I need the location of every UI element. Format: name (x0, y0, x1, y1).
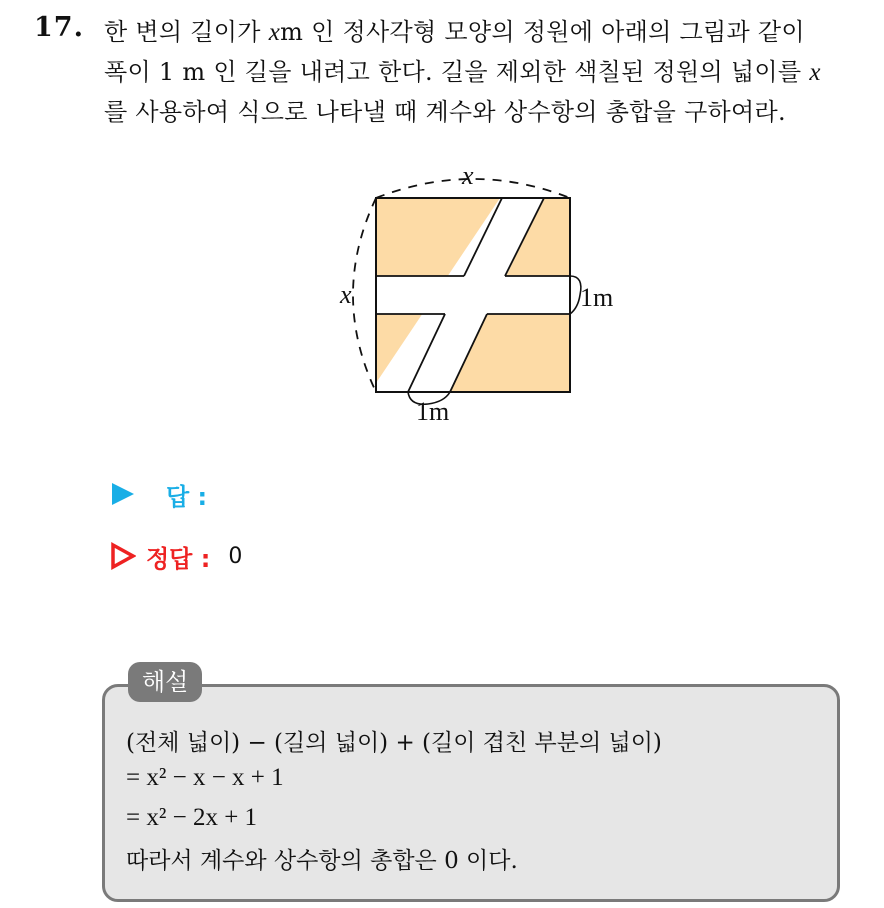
right-label: 1m (580, 283, 614, 312)
correct-answer-row (110, 538, 242, 574)
play-triangle-icon (110, 481, 136, 507)
bottom-label: 1m (416, 397, 450, 426)
top-label: x (462, 161, 474, 190)
correct-answer-value: 0 (228, 543, 243, 569)
solution-tag: 해설 (128, 662, 202, 702)
variable-x: x (809, 59, 821, 86)
solution-line-4: 따라서 계수와 상수항의 총합은 0 이다. (126, 848, 518, 874)
garden-diagram (330, 160, 650, 430)
answer-row (110, 476, 225, 512)
answer-label: 답 : (166, 482, 208, 511)
question-number: 17. (34, 12, 84, 43)
question-line-1 (104, 12, 805, 47)
solution-line-1: (전체 넓이) − (길의 넓이) + (길이 겹친 부분의 넓이) (126, 730, 662, 756)
outline-triangle-icon (110, 542, 136, 570)
question-line-2 (104, 52, 821, 87)
solution-line-3: = x² − 2x + 1 (126, 804, 258, 831)
solution-line-2: = x² − x − x + 1 (126, 764, 284, 791)
variable-x: x (268, 19, 281, 46)
left-dimension-arc (353, 198, 376, 392)
question-line-1-end: m 인 정사각형 모양의 정원에 아래의 그림과 같이 (280, 18, 805, 46)
garden-figure (330, 160, 650, 430)
question-line-2-text: 폭이 1 m 인 길을 내려고 한다. 길을 제외한 색칠된 정원의 넓이를 (104, 58, 802, 86)
question-line-3: 를 사용하여 식으로 나타낼 때 계수와 상수항의 총합을 구하여라. (104, 98, 786, 126)
question-line-1-start: 한 변의 길이가 (104, 18, 261, 46)
correct-answer-label: 정답 : (146, 544, 211, 573)
left-label: x (340, 280, 352, 309)
